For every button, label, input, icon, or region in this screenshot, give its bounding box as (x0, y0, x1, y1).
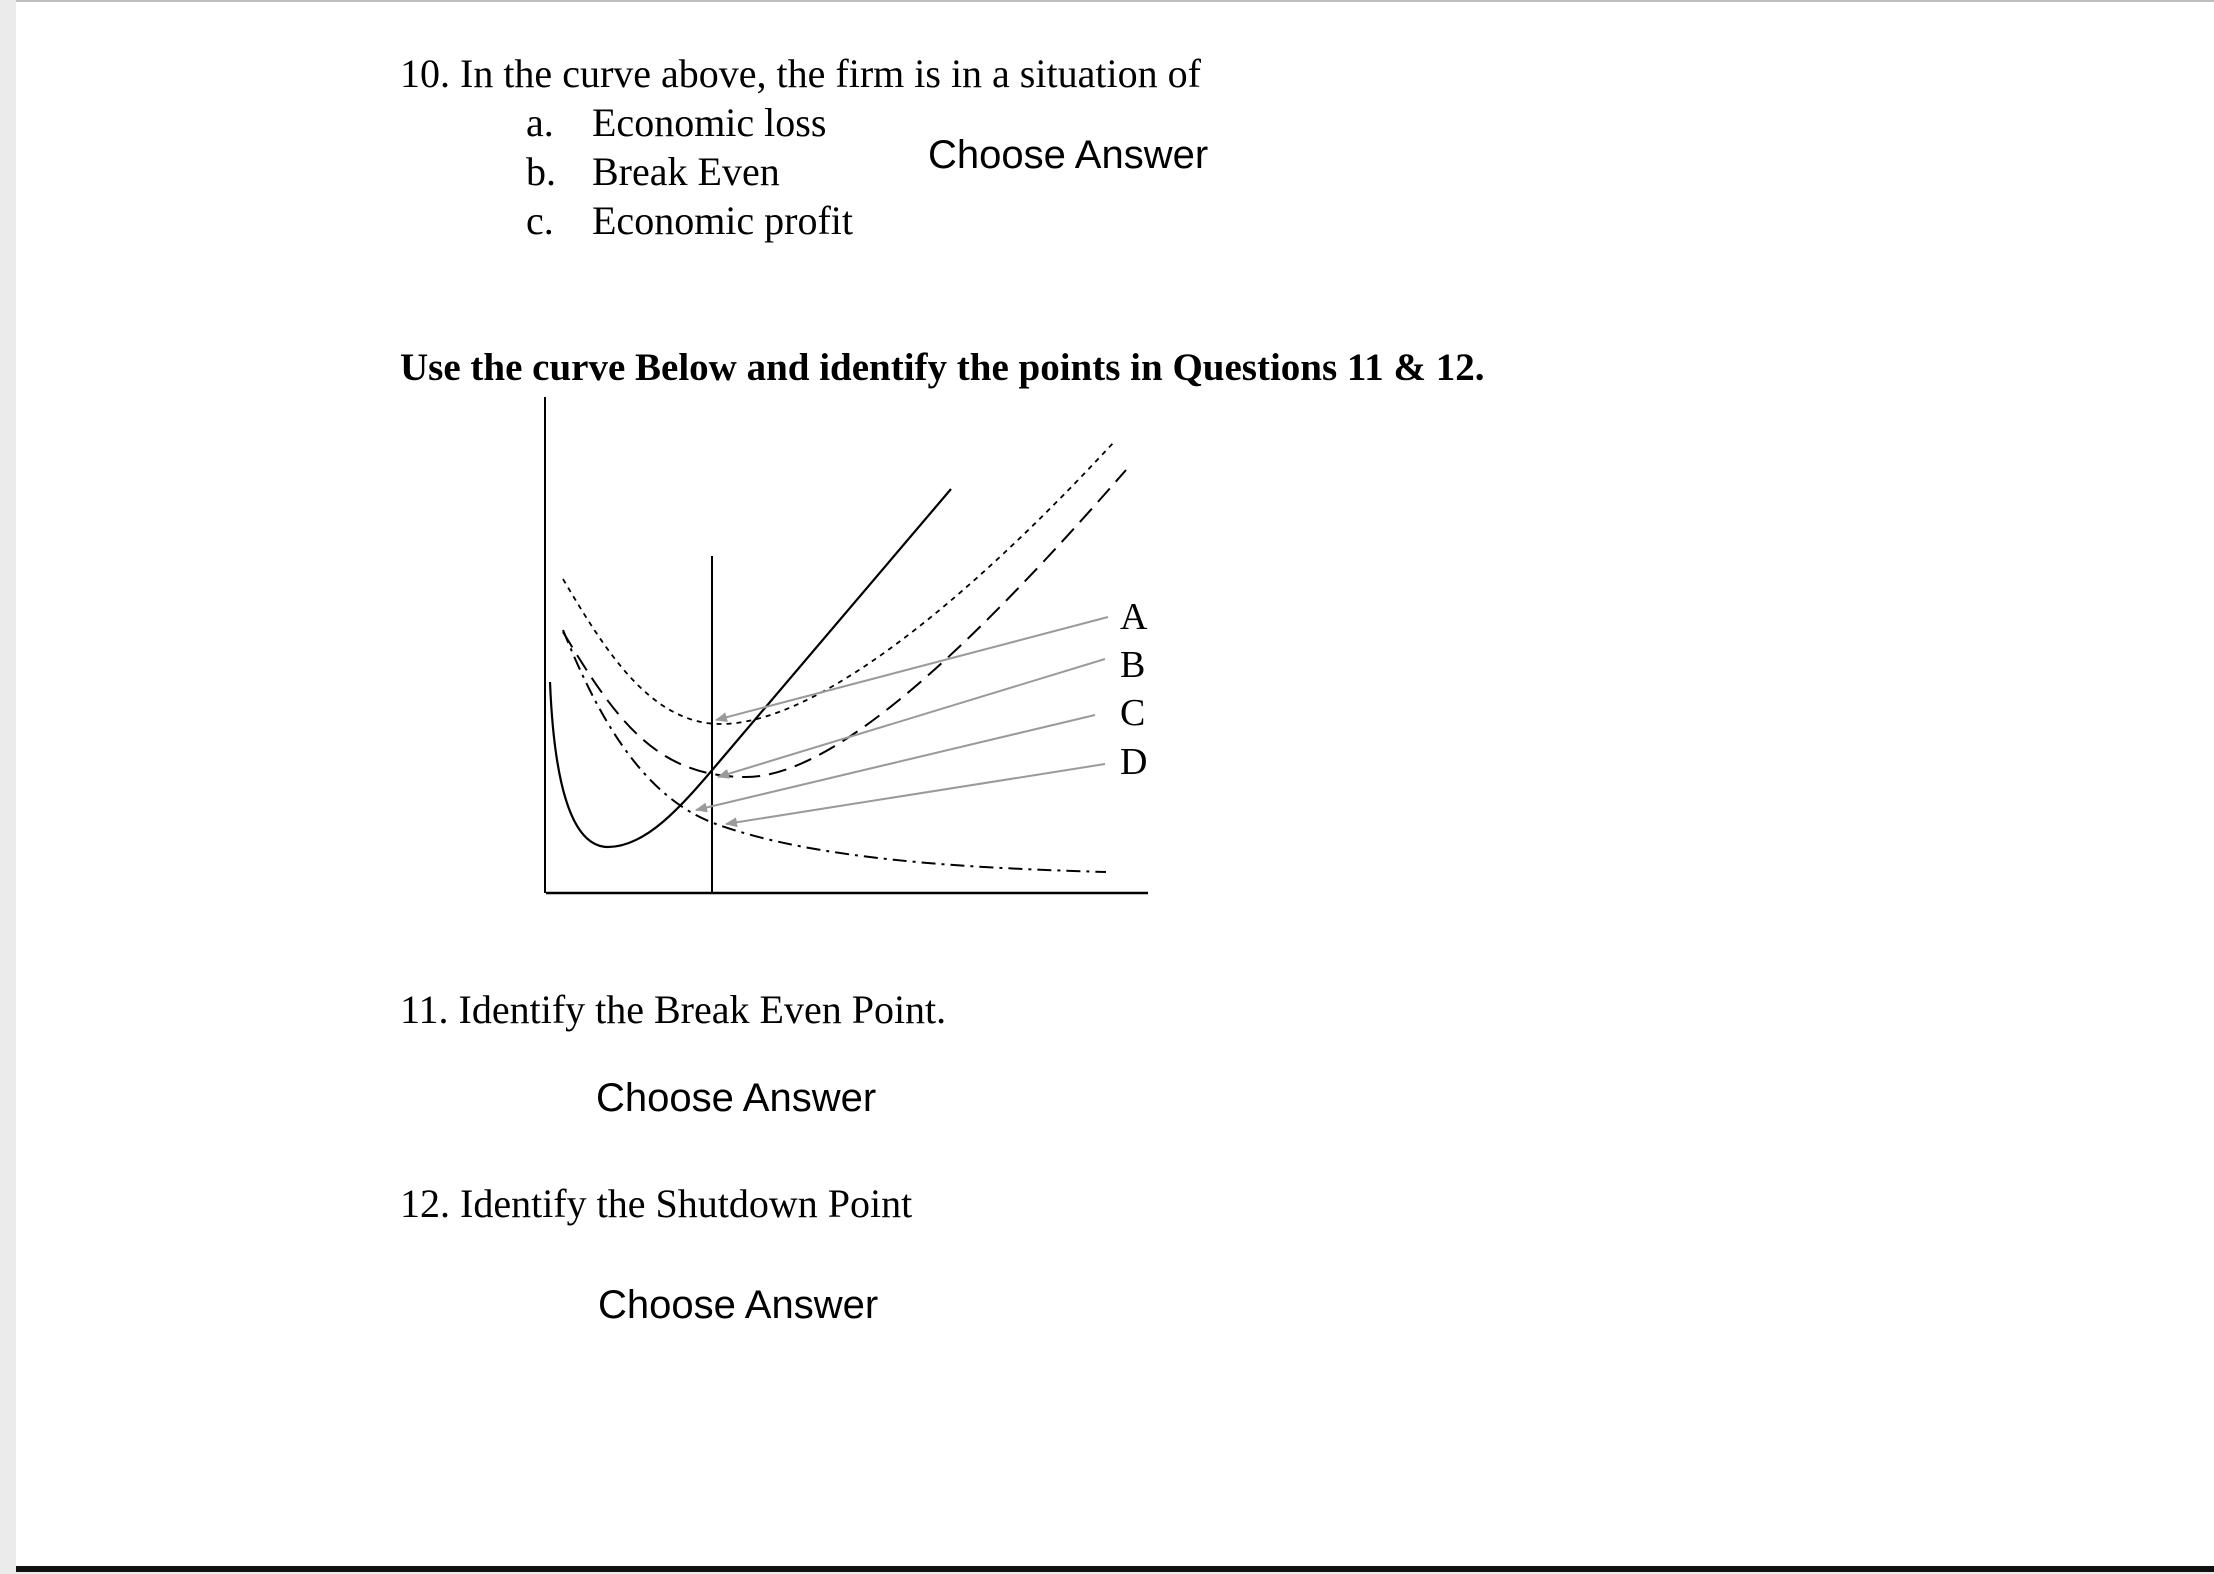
question-12-answer-select[interactable]: Choose Answer (598, 1283, 879, 1327)
instruction-heading: Use the curve Below and identify the points in Questions 11 & 12. (400, 346, 1485, 389)
option-b-label: Break Even (592, 149, 780, 194)
point-label-d: D (1120, 741, 1148, 783)
question-10-answer-select[interactable]: Choose Answer (928, 133, 1209, 177)
option-a-letter: a. (526, 100, 554, 145)
cost-curves-chart (16, 2, 2214, 1574)
point-label-a: A (1120, 596, 1148, 638)
page-bottom-border (16, 1566, 2214, 1572)
question-11-answer-select[interactable]: Choose Answer (596, 1076, 877, 1120)
point-label-b: B (1120, 644, 1146, 686)
option-c-letter: c. (526, 198, 554, 243)
point-label-c: C (1120, 692, 1146, 734)
option-a-label: Economic loss (592, 100, 827, 145)
option-b-letter: b. (526, 149, 556, 194)
question-11-text: 11. Identify the Break Even Point. (400, 987, 947, 1032)
pointer-d (726, 764, 1105, 824)
mc-curve (550, 489, 951, 847)
question-10-text: 10. In the curve above, the firm is in a situation of (400, 51, 1201, 96)
pointer-c (696, 715, 1095, 810)
document-page (16, 0, 2214, 1572)
pointer-a (716, 617, 1108, 720)
question-12-text: 12. Identify the Shutdown Point (400, 1181, 913, 1226)
option-c-label: Economic profit (592, 198, 854, 243)
